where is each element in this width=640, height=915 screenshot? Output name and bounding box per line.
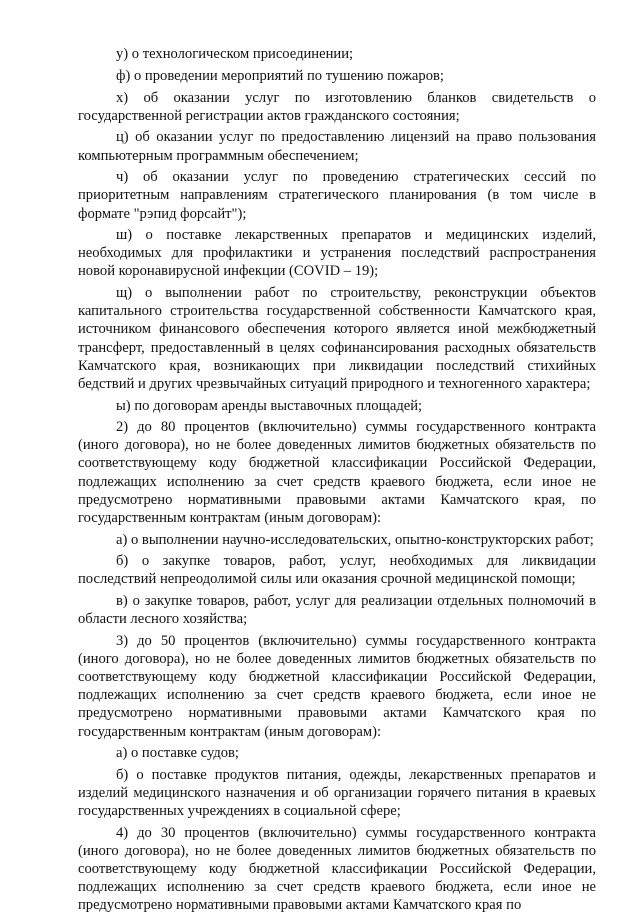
- paragraph-2-a: а) о выполнении научно-исследовательских, опытно-конструкторских работ;: [116, 531, 594, 548]
- paragraph-3-b: б) о поставке продуктов питания, одежды, лекарственных препаратов и изделий медицинского назначения и об организации горячего питания в краевых государственных учреждениях в социальной сфере;: [78, 767, 596, 820]
- paragraph-2-v: в) о закупке товаров, работ, услуг для реализации отдельных полномочий в области лесного хозяйства;: [78, 593, 596, 628]
- paragraph-kh: х) об оказании услуг по изготовлению бланков свидетельств о государственной регистрации актов гражданского состояния;: [78, 89, 596, 124]
- paragraph-ts: ц) об оказании услуг по предоставлению лицензий на право пользования компьютерным программным обеспечением;: [78, 129, 596, 164]
- paragraph-item-3: 3) до 50 процентов (включительно) суммы государственного контракта (иного договора), но не более доведенных лимитов бюджетных обязательств по соответствующему коду бюджетной классификации Российской Федерации, подлежащих исполнению за счет средств краевого бюджета, если иное не предусмотрено нормативными правовыми актами Камчатского края по государственным контрактам (иным договорам):: [78, 633, 596, 740]
- paragraph-f: ф) о проведении мероприятий по тушению пожаров;: [116, 67, 444, 84]
- paragraph-u: у) о технологическом присоединении;: [116, 46, 354, 62]
- paragraph-item-2: 2) до 80 процентов (включительно) суммы государственного контракта (иного договора), но не более доведенных лимитов бюджетных обязательств по соответствующему коду бюджетной классификации Российской Федерации, подлежащих исполнению за счет средств краевого бюджета, если иное не предусмотрено нормативными правовыми актами Камчатского края, по государственным контрактам (иным договорам):: [78, 419, 596, 526]
- paragraph-item-4: 4) до 30 процентов (включительно) суммы государственного контракта (иного договора), но не более доведенных лимитов бюджетных обязательств по соответствующему коду бюджетной классификации Российской Федерации, подлежащих исполнению за счет средств краевого бюджета, если иное не предусмотрено нормативными правовыми актами Камчатского края по: [78, 825, 596, 914]
- paragraph-sh: ш) о поставке лекарственных препаратов и медицинских изделий, необходимых для профилактики и устранения последствий распространения новой коронавирусной инфекции (COVID – 19);: [78, 227, 596, 280]
- paragraph-y: ы) по договорам аренды выставочных площадей;: [116, 397, 423, 414]
- paragraph-3-a: а) о поставке судов;: [116, 745, 239, 762]
- paragraph-shch: щ) о выполнении работ по строительству, реконструкции объектов капитального строительства государственной собственности Камчатского края, источником финансового обеспечения которого является иной межбюджетный трансферт, предоставленный в целях софинансирования расходных обязательств Камчатского края, возникающих при ликвидации последствий стихийных бедствий и других чрезвычайных ситуаций природного и техногенного характера;: [78, 285, 596, 392]
- paragraph-ch: ч) об оказании услуг по проведению стратегических сессий по приоритетным направлениям стратегического планирования (в том числе в формате "рэпид форсайт");: [78, 169, 596, 222]
- paragraph-2-b: б) о закупке товаров, работ, услуг, необходимых для ликвидации последствий непреодолимой силы или оказания срочной медицинской помощи;: [78, 553, 596, 588]
